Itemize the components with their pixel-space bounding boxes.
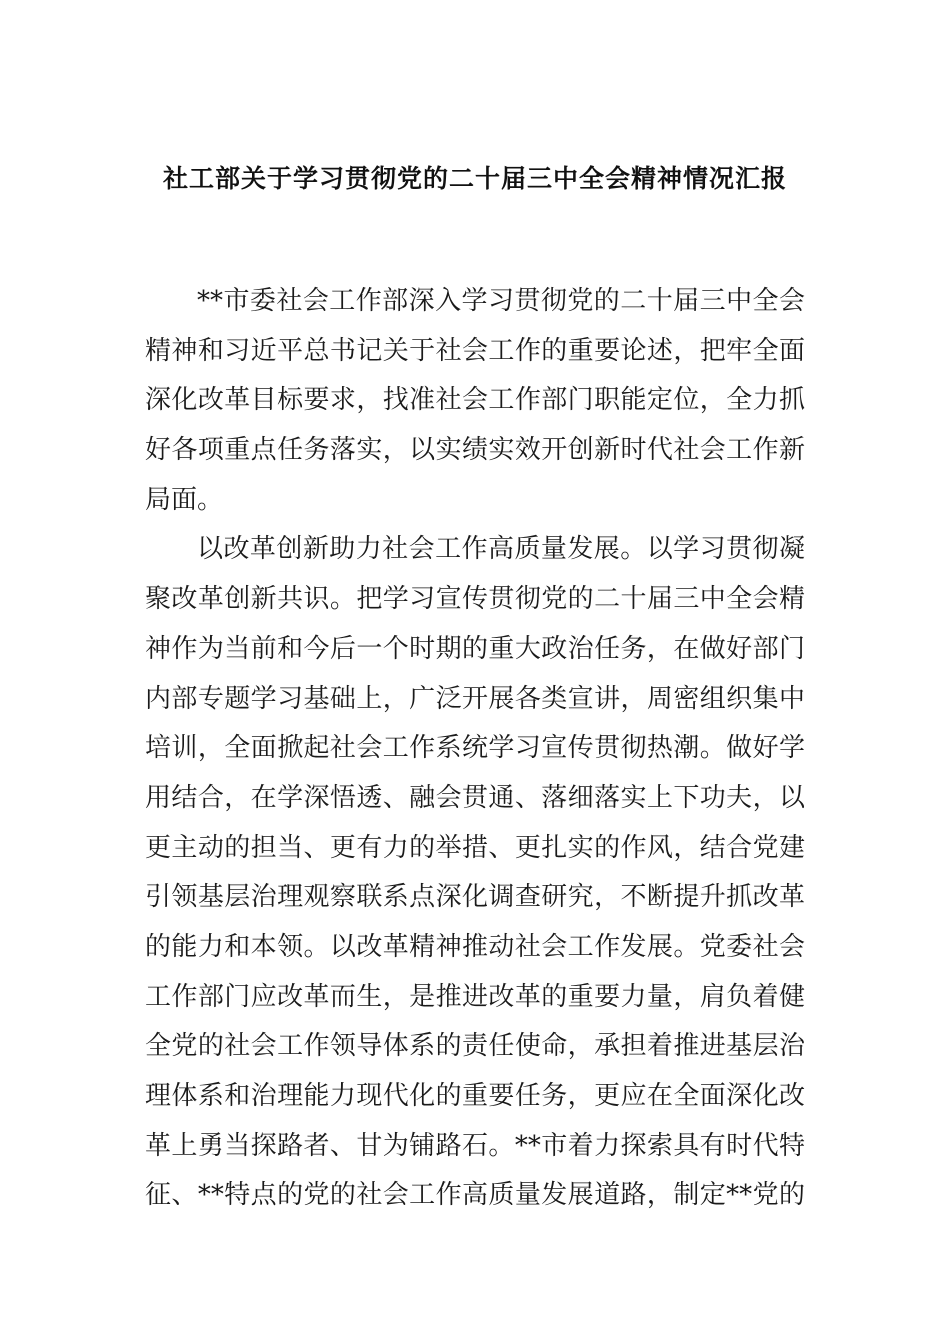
paragraph-2-line-8: 引领基层治理观察联系点深化调查研究，不断提升抓改革 [145, 882, 805, 913]
paragraph-1-line-3: 深化改革目标要求，找准社会工作部门职能定位，全力抓 [145, 385, 805, 416]
paragraph-2-line-12: 理体系和治理能力现代化的重要任务，更应在全面深化改 [145, 1081, 805, 1111]
document-body [145, 277, 805, 1221]
paragraph-1-line-2: 精神和习近平总书记关于社会工作的重要论述，把牢全面 [145, 335, 805, 366]
paragraph-1-line-1: **市委社会工作部深入学习贯彻党的二十届三中全会 [197, 286, 805, 316]
paragraph-2-line-5: 培训，全面掀起社会工作系统学习宣传贯彻热潮。做好学 [145, 733, 805, 764]
document-title: 社工部关于学习贯彻党的二十届三中全会精神情况汇报 [162, 164, 787, 193]
paragraph-1-line-4: 好各项重点任务落实，以实绩实效开创新时代社会工作新 [145, 435, 805, 466]
paragraph-2-line-1: 以改革创新助力社会工作高质量发展。以学习贯彻凝 [197, 534, 805, 565]
paragraph-2-line-9: 的能力和本领。以改革精神推动社会工作发展。党委社会 [145, 931, 805, 962]
paragraph-2-line-6: 用结合，在学深悟透、融会贯通、落细落实上下功夫，以 [145, 782, 805, 813]
paragraph-2-line-4: 内部专题学习基础上，广泛开展各类宣讲，周密组织集中 [145, 683, 805, 714]
paragraph-2-line-3: 神作为当前和今后一个时期的重大政治任务，在做好部门 [145, 633, 805, 664]
paragraph-2-line-2: 聚改革创新共识。把学习宣传贯彻党的二十届三中全会精 [145, 584, 805, 615]
paragraph-2-line-13: 革上勇当探路者、甘为铺路石。**市着力探索具有时代特 [145, 1130, 805, 1161]
paragraph-2-line-7: 更主动的担当、更有力的举措、更扎实的作风，结合党建 [145, 832, 805, 863]
paragraph-2-line-11: 全党的社会工作领导体系的责任使命，承担着推进基层治 [145, 1031, 805, 1062]
paragraph-2-line-10: 工作部门应改革而生，是推进改革的重要力量，肩负着健 [145, 981, 805, 1012]
paragraph-1-line-5: 局面。 [145, 484, 224, 515]
paragraph-2-line-14: 征、**特点的党的社会工作高质量发展道路，制定**党的 [145, 1180, 805, 1211]
